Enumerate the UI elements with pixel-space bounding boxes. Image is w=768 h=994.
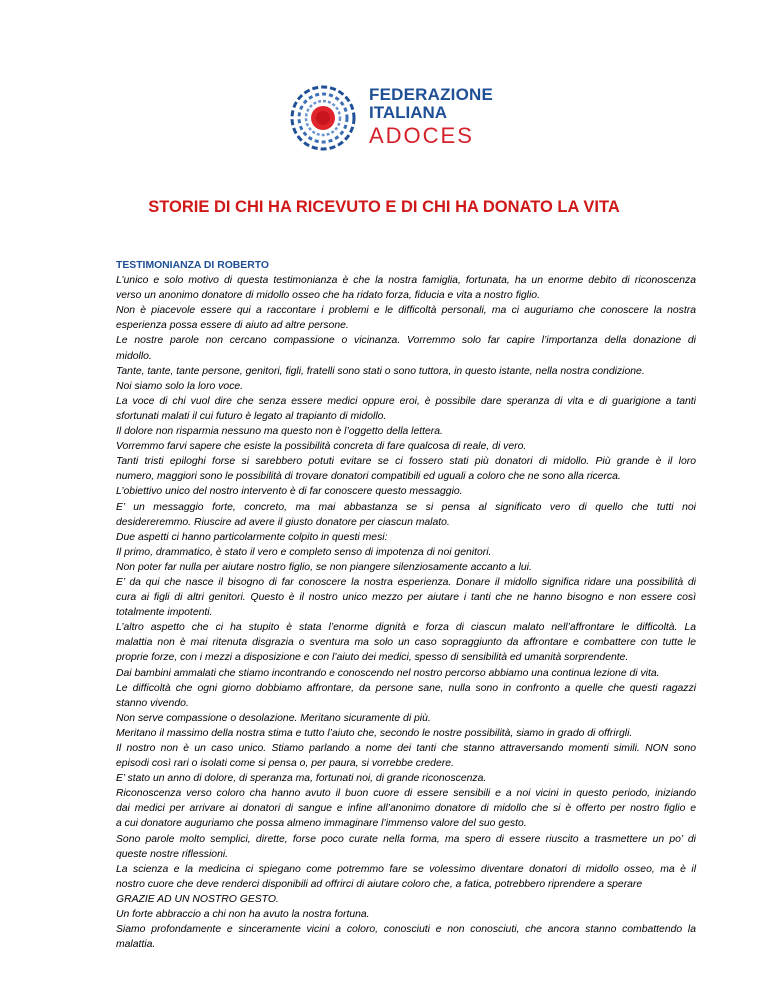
logo-text xyxy=(369,86,493,147)
adoces-logo xyxy=(285,82,494,154)
text-line: dai medici per arrivare ai donatori di sangue e infine all’anonimo donatore di midollo che si è offerto per nostro figlio e xyxy=(116,803,696,815)
text-line: cura ai figli di altri genitori. Questo è il nostro unico mezzo per aiutare i tanti che ne hanno bisogno e non essere così xyxy=(116,592,696,604)
text-line: Le difficoltà che ogni giorno dobbiamo affrontare, da persone sane, nulla sono in confronto a quelle che questi ragazzi xyxy=(116,682,696,694)
section-heading: TESTIMONIANZA DI ROBERTO xyxy=(116,260,269,271)
text-line: malattia non è mai ritenuta disgrazia o sventura ma solo un caso sopraggiunto da affrontare e combattere con tutte le xyxy=(116,637,696,649)
text-line: Il primo, drammatico, è stato il vero e completo senso di impotenza di noi genitori. xyxy=(116,546,492,558)
text-line: E’ un messaggio forte, concreto, ma mai abbastanza se si pensa al significato vero di quello che tutti noi xyxy=(116,501,696,513)
text-line: malattia. xyxy=(116,939,156,951)
logo-line-3: ADOCES xyxy=(369,123,474,148)
text-line: E’ da qui che nasce il bisogno di far conoscere la nostra esperienza. Donare il midollo significa ridare una possibilità di xyxy=(116,576,696,588)
text-line: L’altro aspetto che ci ha stupito è stata l’enorme dignità e forza di ciascun malato nell’affrontare le difficoltà. La xyxy=(116,622,696,634)
text-line: totalmente impotenti. xyxy=(116,607,213,619)
text-line: Il dolore non risparmia nessuno ma questo non è l’oggetto della lettera. xyxy=(116,426,443,438)
testimony-section xyxy=(116,258,696,952)
text-line: Le nostre parole non cercano compassione o vicinanza. Vorremmo solo far capire l’importanza della donazione di xyxy=(116,335,696,347)
text-line: Non è piacevole essere qui a raccontare i problemi e le difficoltà personali, ma ci auguriamo che conoscere la nostra xyxy=(116,305,696,317)
text-line: verso un anonimo donatore di midollo osseo che ha ridato forza, fiducia e vita a nostro figlio. xyxy=(116,290,540,302)
text-line: queste nostre riflessioni. xyxy=(116,848,229,860)
text-line: Non serve compassione o desolazione. Meritano sicuramente di più. xyxy=(116,712,431,724)
text-line: Meritano il massimo della nostra stima e tutto l’aiuto che, secondo le nostre possibilità, siamo in grado di offrirgli. xyxy=(116,727,633,739)
text-line: Tante, tante, tante persone, genitori, figli, fratelli sono stati o sono tuttora, in questo istante, nella nostra condizione. xyxy=(116,365,645,377)
text-line: L’obiettivo unico del nostro intervento è di far conoscere questo messaggio. xyxy=(116,486,463,498)
text-line: Non poter far nulla per aiutare nostro figlio, se non piangere silenziosamente accanto a lui. xyxy=(116,561,532,573)
text-line: Il nostro non è un caso unico. Stiamo parlando a nome dei tanti che stanno attraversando momenti simili. NON sono xyxy=(116,743,696,754)
text-line: esperienza possa essere di aiuto ad altre persone. xyxy=(116,320,349,332)
text-line: sfortunati malati il cui futuro è legato al trapianto di midollo. xyxy=(116,410,387,422)
logo-line-1: FEDERAZIONE xyxy=(369,85,494,104)
text-line: Un forte abbraccio a chi non ha avuto la nostra fortuna. xyxy=(116,909,370,921)
text-line: La scienza e la medicina ci spiegano come potremmo fare se volessimo diventare donatori di midollo osseo, ma è il xyxy=(116,863,696,875)
text-line: Tanti tristi epiloghi forse si sarebbero potuti evitare se ci fossero stati più donatori di midollo. Più grande è il loro xyxy=(116,456,696,468)
adoces-emblem-icon xyxy=(285,82,363,154)
text-line: stanno vivendo. xyxy=(116,697,189,709)
text-line: Dai bambini ammalati che stiamo incontrando e conoscendo nel nostro percorso abbiamo una continua lezione di vita. xyxy=(116,667,660,679)
page-title: STORIE DI CHI HA RICEVUTO E DI CHI HA DONATO LA VITA xyxy=(148,198,620,216)
text-line: midollo. xyxy=(116,350,152,362)
text-line: GRAZIE AD UN NOSTRO GESTO. xyxy=(116,893,279,905)
text-line: Sono parole molto semplici, dirette, forse poco curate nella forma, ma spero di essere riuscito a trasmettere un po’ di xyxy=(116,833,696,845)
text-line: proprie forze, con i mezzi a disposizione e con l’aiuto dei medici, spesso di sensibilità ed umanità sorprendente. xyxy=(116,652,629,664)
text-line: nostro cuore che deve renderci disponibili ad offrirci di aiutare coloro che, a fatica, potrebbero riprendere a sperare xyxy=(116,878,643,890)
text-line: a cui donatore auguriamo che possa almeno immaginare l’immenso valore del suo gesto. xyxy=(116,818,527,830)
text-line: Vorremmo farvi sapere che esiste la possibilità concreta di fare qualcosa di reale, di vero. xyxy=(116,441,527,453)
testimony-text xyxy=(116,273,696,952)
text-line: La voce di chi vuol dire che senza essere medici oppure eroi, è possibile dare speranza di vita e di guarigione a tanti xyxy=(116,395,696,407)
text-line: Noi siamo solo la loro voce. xyxy=(116,380,244,392)
text-line: desidereremmo. Riuscire ad avere il giusto donatore per ciascun malato. xyxy=(116,516,450,528)
text-line: Riconoscenza verso coloro cha hanno avuto il buon cuore di essere sensibili e a noi vicini in questo periodo, iniziando xyxy=(116,788,696,800)
text-line: numero, maggiori sono le possibilità di trovare donatori compatibili ed uguali a coloro che ne sono alla ricerca. xyxy=(116,471,621,483)
text-line: L’unico e solo motivo di questa testimonianza è che la nostra famiglia, fortunata, ha un enorme debito di riconoscenza xyxy=(116,275,696,287)
logo-line-2: ITALIANA xyxy=(369,103,448,122)
text-line: Due aspetti ci hanno particolarmente colpito in questi mesi: xyxy=(116,531,388,543)
text-line: E’ stato un anno di dolore, di speranza ma, fortunati noi, di grande riconoscenza. xyxy=(116,773,487,785)
text-line: Siamo profondamente e sinceramente vicini a coloro, conosciuti e non conosciuti, che ancora stanno combattendo la xyxy=(116,924,696,936)
text-line: episodi così rari o isolati come si pensa o, per paura, si vorrebbe credere. xyxy=(116,758,454,770)
